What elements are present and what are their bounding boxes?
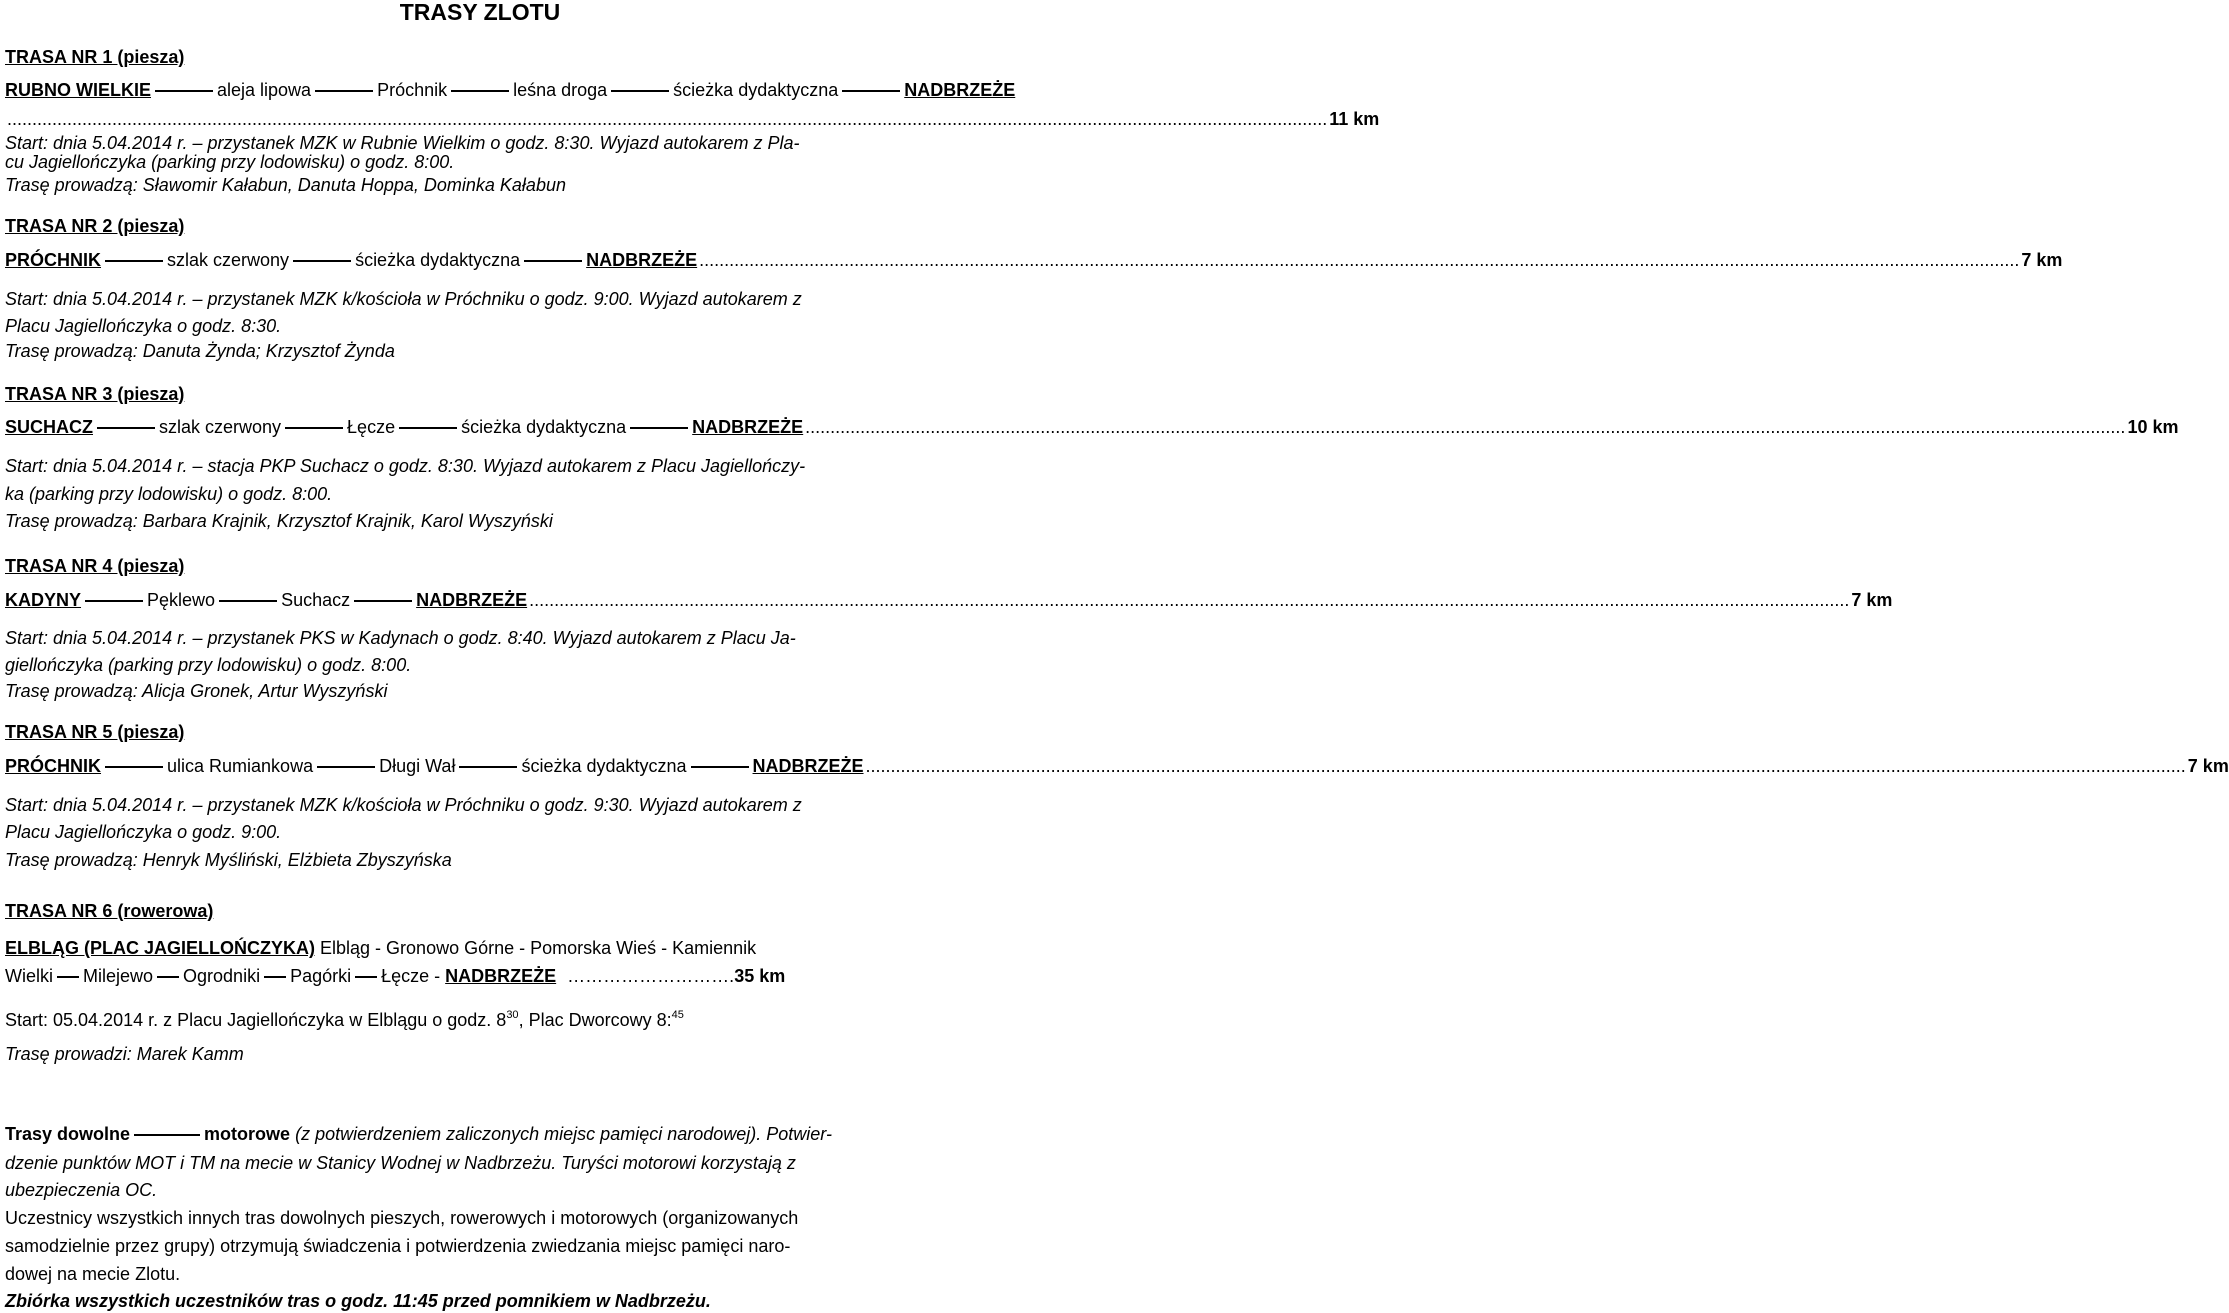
route-4-stop: Suchacz bbox=[281, 590, 351, 610]
route-3-leader-dots bbox=[805, 417, 2125, 437]
route-3-stop: Łęcze bbox=[347, 417, 396, 437]
route-5-stop: Długi Wał bbox=[379, 756, 456, 776]
route-5-stop: ulica Rumiankowa bbox=[167, 756, 314, 776]
route-2-end: NADBRZEŻE bbox=[586, 250, 698, 270]
route-2-start-info: Start: dnia 5.04.2014 r. – przystanek MZK k/kościoła w Próchniku o godz. 9:00. Wyjazd autokarem z bbox=[5, 289, 802, 309]
route-6-stop: Milejewo bbox=[83, 966, 154, 986]
route-3-path bbox=[5, 417, 2179, 437]
route-4-leader-dots bbox=[529, 590, 1849, 610]
route-1-start-info: Start: dnia 5.04.2014 r. – przystanek MZK w Rubnie Wielkim o godz. 8:30. Wyjazd autokarem z Pla- bbox=[5, 133, 800, 153]
footer-p1-line3: ubezpieczenia OC. bbox=[5, 1180, 158, 1200]
route-2-path bbox=[5, 250, 2063, 270]
route-3-start-info: Start: dnia 5.04.2014 r. – stacja PKP Suchacz o godz. 8:30. Wyjazd autokarem z Placu Jagiellończy- bbox=[5, 456, 806, 476]
footer-motor-label: motorowe bbox=[204, 1124, 291, 1144]
route-4-distance: 7 km bbox=[1851, 590, 1893, 610]
route-6-stop: Wielki bbox=[5, 966, 53, 986]
route-1-leader-dots bbox=[7, 109, 1327, 129]
route-6-header: TRASA NR 6 (rowerowa) bbox=[5, 901, 214, 921]
route-4-start: KADYNY bbox=[5, 590, 82, 610]
route-6-end: NADBRZEŻE bbox=[445, 966, 557, 986]
route-2-leaders: Trasę prowadzą: Danuta Żynda; Krzysztof Żynda bbox=[5, 341, 395, 361]
route-3-start: SUCHACZ bbox=[5, 417, 93, 437]
route-1-stop: ścieżka dydaktyczna bbox=[673, 80, 839, 100]
route-5-start-info: Start: dnia 5.04.2014 r. – przystanek MZK k/kościoła w Próchniku o godz. 9:30. Wyjazd autokarem z bbox=[5, 795, 802, 815]
route-1-leaders: Trasę prowadzą: Sławomir Kałabun, Danuta Hoppa, Dominka Kałabun bbox=[5, 175, 566, 195]
route-1-stop: aleja lipowa bbox=[217, 80, 312, 100]
route-1-distance: 11 km bbox=[1329, 109, 1380, 129]
route-4-header: TRASA NR 4 (piesza) bbox=[5, 556, 185, 576]
page-title: TRASY ZLOTU bbox=[399, 0, 561, 25]
route-4-stop: Pęklewo bbox=[147, 590, 216, 610]
route-6-start-text: Start: 05.04.2014 r. z Placu Jagiellończyka w Elblągu o godz. 8 bbox=[5, 1010, 507, 1030]
route-6-start: ELBLĄG (PLAC JAGIELLOŃCZYKA) bbox=[5, 938, 315, 958]
route-4-path bbox=[5, 590, 1893, 610]
route-4-start-info-cont: giellończyka (parking przy lodowisku) o godz. 8:00. bbox=[5, 655, 412, 675]
footer-closing: Zbiórka wszystkich uczestników tras o godz. 11:45 przed pomnikiem w Nadbrzeżu. bbox=[5, 1291, 711, 1311]
route-5-leaders: Trasę prowadzą: Henryk Myśliński, Elżbieta Zbyszyńska bbox=[5, 850, 452, 870]
footer-p1-line1-rest: (z potwierdzeniem zaliczonych miejsc pamięci narodowej). Potwier- bbox=[295, 1124, 832, 1144]
route-6-stop: Łęcze - bbox=[381, 966, 441, 986]
route-2-header: TRASA NR 2 (piesza) bbox=[5, 216, 185, 236]
footer-p2-line3: dowej na mecie Zlotu. bbox=[5, 1264, 181, 1284]
route-3-start-info-cont: ka (parking przy lodowisku) o godz. 8:00. bbox=[5, 484, 333, 504]
footer-p2-line2: samodzielnie przez grupy) otrzymują świadczenia i potwierdzenia zwiedzania miejsc pamięci naro- bbox=[5, 1236, 791, 1256]
route-2-start: PRÓCHNIK bbox=[5, 250, 102, 270]
route-6-start-time-minutes: 30 bbox=[506, 1009, 519, 1021]
route-2-distance: 7 km bbox=[2021, 250, 2063, 270]
route-4-leaders: Trasę prowadzą: Alicja Gronek, Artur Wyszyński bbox=[5, 681, 388, 701]
route-2-stop: ścieżka dydaktyczna bbox=[355, 250, 521, 270]
route-2-start-info-cont: Placu Jagiellończyka o godz. 8:30. bbox=[5, 316, 282, 336]
route-3-stop: szlak czerwony bbox=[159, 417, 282, 437]
route-6-path-line2 bbox=[5, 966, 785, 986]
route-3-leaders: Trasę prowadzą: Barbara Krajnik, Krzysztof Krajnik, Karol Wyszyński bbox=[5, 511, 553, 531]
route-3-distance: 10 km bbox=[2127, 417, 2179, 437]
route-5-end: NADBRZEŻE bbox=[752, 756, 864, 776]
route-6-station-time-minutes: 45 bbox=[671, 1009, 684, 1021]
route-1-end: NADBRZEŻE bbox=[904, 80, 1016, 100]
route-6-stop: Ogrodniki bbox=[183, 966, 261, 986]
route-2-leader-dots bbox=[699, 250, 2019, 270]
route-5-distance: 7 km bbox=[2187, 756, 2229, 776]
footer-p1-line1 bbox=[5, 1124, 832, 1144]
route-3-end: NADBRZEŻE bbox=[692, 417, 804, 437]
route-3-header: TRASA NR 3 (piesza) bbox=[5, 384, 185, 404]
route-5-path bbox=[5, 756, 2229, 776]
route-1-path bbox=[5, 80, 1016, 100]
route-6-start-info bbox=[5, 1005, 684, 1030]
route-1-distance-line bbox=[5, 109, 1380, 129]
route-1-header: TRASA NR 1 (piesza) bbox=[5, 47, 185, 67]
route-4-end: NADBRZEŻE bbox=[416, 590, 528, 610]
route-2-stop: szlak czerwony bbox=[167, 250, 290, 270]
footer-free-routes-label: Trasy dowolne bbox=[5, 1124, 131, 1144]
route-6-leaders: Trasę prowadzi: Marek Kamm bbox=[5, 1044, 244, 1064]
route-6-path-line1 bbox=[5, 938, 756, 958]
route-6-leader-dots: ………………………. bbox=[567, 966, 735, 986]
route-1-start: RUBNO WIELKIE bbox=[5, 80, 151, 100]
route-5-start-info-cont: Placu Jagiellończyka o godz. 9:00. bbox=[5, 822, 282, 842]
route-5-stop: ścieżka dydaktyczna bbox=[521, 756, 687, 776]
route-6-start-text2: , Plac Dworcowy 8: bbox=[518, 1010, 672, 1030]
route-5-start: PRÓCHNIK bbox=[5, 756, 102, 776]
footer-p1-line2: dzenie punktów MOT i TM na mecie w Stanicy Wodnej w Nadbrzeżu. Turyści motorowi korzystają z bbox=[5, 1153, 796, 1173]
route-5-leader-dots bbox=[866, 756, 2186, 776]
route-6-stop: Pagórki bbox=[290, 966, 352, 986]
route-6-stops: Elbląg - Gronowo Górne - Pomorska Wieś - Kamiennik bbox=[320, 938, 757, 958]
route-5-header: TRASA NR 5 (piesza) bbox=[5, 722, 185, 742]
route-4-start-info: Start: dnia 5.04.2014 r. – przystanek PKS w Kadynach o godz. 8:40. Wyjazd autokarem z Placu Ja- bbox=[5, 628, 796, 648]
route-6-distance: 35 km bbox=[734, 966, 786, 986]
route-1-stop: Próchnik bbox=[377, 80, 448, 100]
route-3-stop: ścieżka dydaktyczna bbox=[461, 417, 627, 437]
route-1-start-info-cont: cu Jagiellończyka (parking przy lodowisku) o godz. 8:00. bbox=[5, 152, 455, 172]
footer-p2-line1: Uczestnicy wszystkich innych tras dowolnych pieszych, rowerowych i motorowych (organizowanych bbox=[5, 1208, 799, 1228]
route-1-stop: leśna droga bbox=[513, 80, 608, 100]
